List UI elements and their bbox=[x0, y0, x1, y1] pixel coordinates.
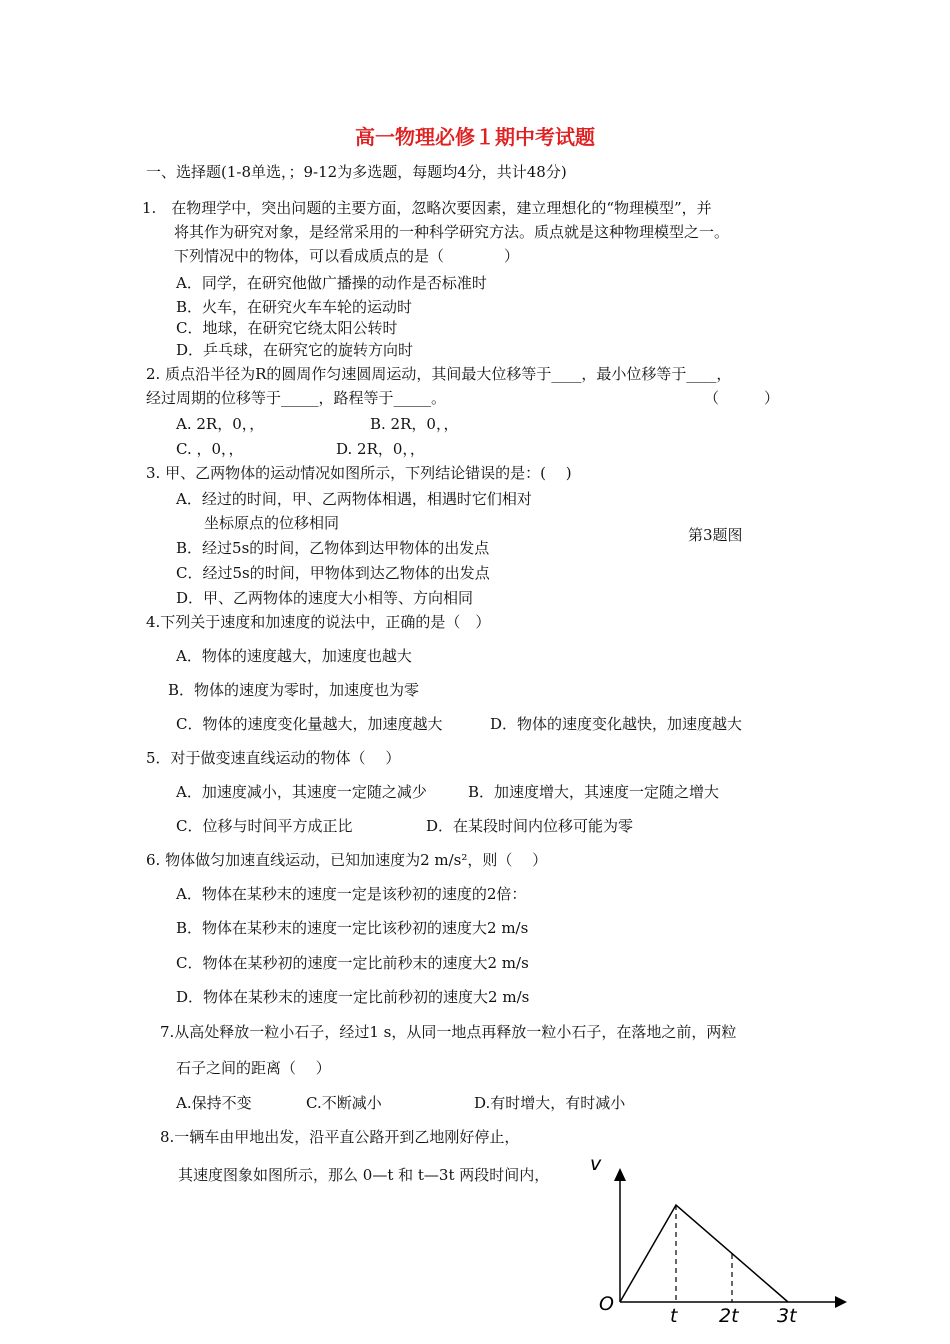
question-4-option-c: C．物体的速度变化量越大，加速度越大 bbox=[176, 715, 443, 733]
question-8-line-1: 8.一辆车由甲地出发，沿平直公路开到乙地刚好停止， bbox=[160, 1128, 520, 1146]
question-5-line-1: 5．对于做变速直线运动的物体（ ） bbox=[146, 749, 401, 767]
question-7-option-a: A.保持不变 bbox=[176, 1094, 252, 1112]
question-6-option-b: B．物体在某秒末的速度一定比该秒初的速度大2 m/s bbox=[176, 919, 529, 937]
section-heading: 一、选择题(1-8单选，；9-12为多选题，每题均4分，共计48分) bbox=[146, 163, 567, 181]
origin-label: O bbox=[599, 1293, 614, 1315]
question-6-option-c: C．物体在某秒初的速度一定比前秒末的速度大2 m/s bbox=[176, 954, 529, 972]
question-6-option-d: D．物体在某秒末的速度一定比前秒初的速度大2 m/s bbox=[176, 988, 530, 1006]
question-2-line-2: 经过周期的位移等于_____，路程等于_____。 bbox=[146, 389, 447, 407]
question-2-option-b: B. 2R，0，， bbox=[370, 415, 459, 433]
question-3-line-1: 3. 甲、乙两物体的运动情况如图所示，下列结论错误的是：( ) bbox=[146, 464, 572, 482]
velocity-axis-arrow bbox=[614, 1168, 626, 1181]
page-title: 高一物理必修１期中考试题 bbox=[355, 125, 595, 149]
velocity-time-graph bbox=[585, 1150, 855, 1340]
question-7-line-1: 7.从高处释放一粒小石子，经过1 s，从同一地点再释放一粒小石子，在落地之前，两粒 bbox=[160, 1023, 737, 1041]
question-7-option-d: D.有时增大，有时减小 bbox=[474, 1094, 626, 1112]
question-3-option-c: C．经过5s的时间，甲物体到达乙物体的出发点 bbox=[176, 564, 490, 582]
question-7-option-c: C.不断减小 bbox=[306, 1094, 382, 1112]
question-5-option-a: A．加速度减小，其速度一定随之减少 bbox=[176, 783, 427, 801]
question-2-option-c: C. ，0，， bbox=[176, 440, 244, 458]
question-4-line-1: 4.下列关于速度和加速度的说法中，正确的是（ ） bbox=[146, 613, 491, 631]
time-axis-arrow bbox=[835, 1296, 847, 1308]
question-1-option-a: A．同学，在研究他做广播操的动作是否标准时 bbox=[176, 274, 487, 292]
tick-label-t: t bbox=[670, 1305, 678, 1327]
question-3-option-a-cont: 坐标原点的位移相同 bbox=[204, 514, 340, 532]
question-4-option-a: A．物体的速度越大，加速度也越大 bbox=[176, 647, 412, 665]
question-1-option-d: D．乒乓球，在研究它的旋转方向时 bbox=[176, 341, 414, 359]
question-5-option-c: C．位移与时间平方成正比 bbox=[176, 817, 353, 835]
question-1-line-3: 下列情况中的物体，可以看成质点的是（ ） bbox=[174, 247, 520, 265]
tick-label-3t: 3t bbox=[777, 1305, 797, 1327]
question-6-line-1: 6. 物体做匀加速直线运动，已知加速度为2 m/s²，则（ ） bbox=[146, 851, 548, 869]
question-1-line-2: 将其作为研究对象，是经常采用的一种科学研究方法。质点就是这种物理模型之一。 bbox=[174, 223, 730, 241]
tick-label-2t: 2t bbox=[719, 1305, 739, 1327]
question-2-line-1: 2. 质点沿半径为R的圆周作匀速圆周运动，其间最大位移等于____，最小位移等于____， bbox=[146, 365, 732, 383]
v-axis-label: v bbox=[590, 1153, 602, 1175]
question-4-option-d: D．物体的速度变化越快，加速度越大 bbox=[490, 715, 743, 733]
figure-3-caption: 第3题图 bbox=[688, 526, 743, 544]
question-4-option-b: B．物体的速度为零时，加速度也为零 bbox=[168, 681, 420, 699]
question-8-line-2: 其速度图象如图所示，那么 0—t 和 t—3t 两段时间内， bbox=[178, 1166, 550, 1184]
question-5-option-d: D．在某段时间内位移可能为零 bbox=[426, 817, 634, 835]
question-2-option-d: D. 2R，0，， bbox=[336, 440, 425, 458]
question-5-option-b: B．加速度增大，其速度一定随之增大 bbox=[468, 783, 720, 801]
question-3-option-b: B．经过5s的时间，乙物体到达甲物体的出发点 bbox=[176, 539, 490, 557]
question-7-line-2: 石子之间的距离（ ） bbox=[176, 1059, 331, 1077]
question-1-option-b: B．火车，在研究火车车轮的运动时 bbox=[176, 298, 413, 316]
question-2-answer-paren: （ ） bbox=[704, 389, 780, 407]
velocity-curve bbox=[620, 1205, 788, 1302]
question-3-option-d: D．甲、乙两物体的速度大小相等、方向相同 bbox=[176, 589, 474, 607]
question-3-option-a: A．经过的时间，甲、乙两物体相遇，相遇时它们相对 bbox=[176, 490, 532, 508]
question-1-line-1: 1. 在物理学中，突出问题的主要方面，忽略次要因素，建立理想化的“物理模型”，并 bbox=[142, 199, 712, 217]
question-2-option-a: A. 2R，0，， bbox=[176, 415, 265, 433]
question-1-option-c: C．地球，在研究它绕太阳公转时 bbox=[176, 319, 398, 337]
question-6-option-a: A．物体在某秒末的速度一定是该秒初的速度的2倍： bbox=[176, 885, 527, 903]
